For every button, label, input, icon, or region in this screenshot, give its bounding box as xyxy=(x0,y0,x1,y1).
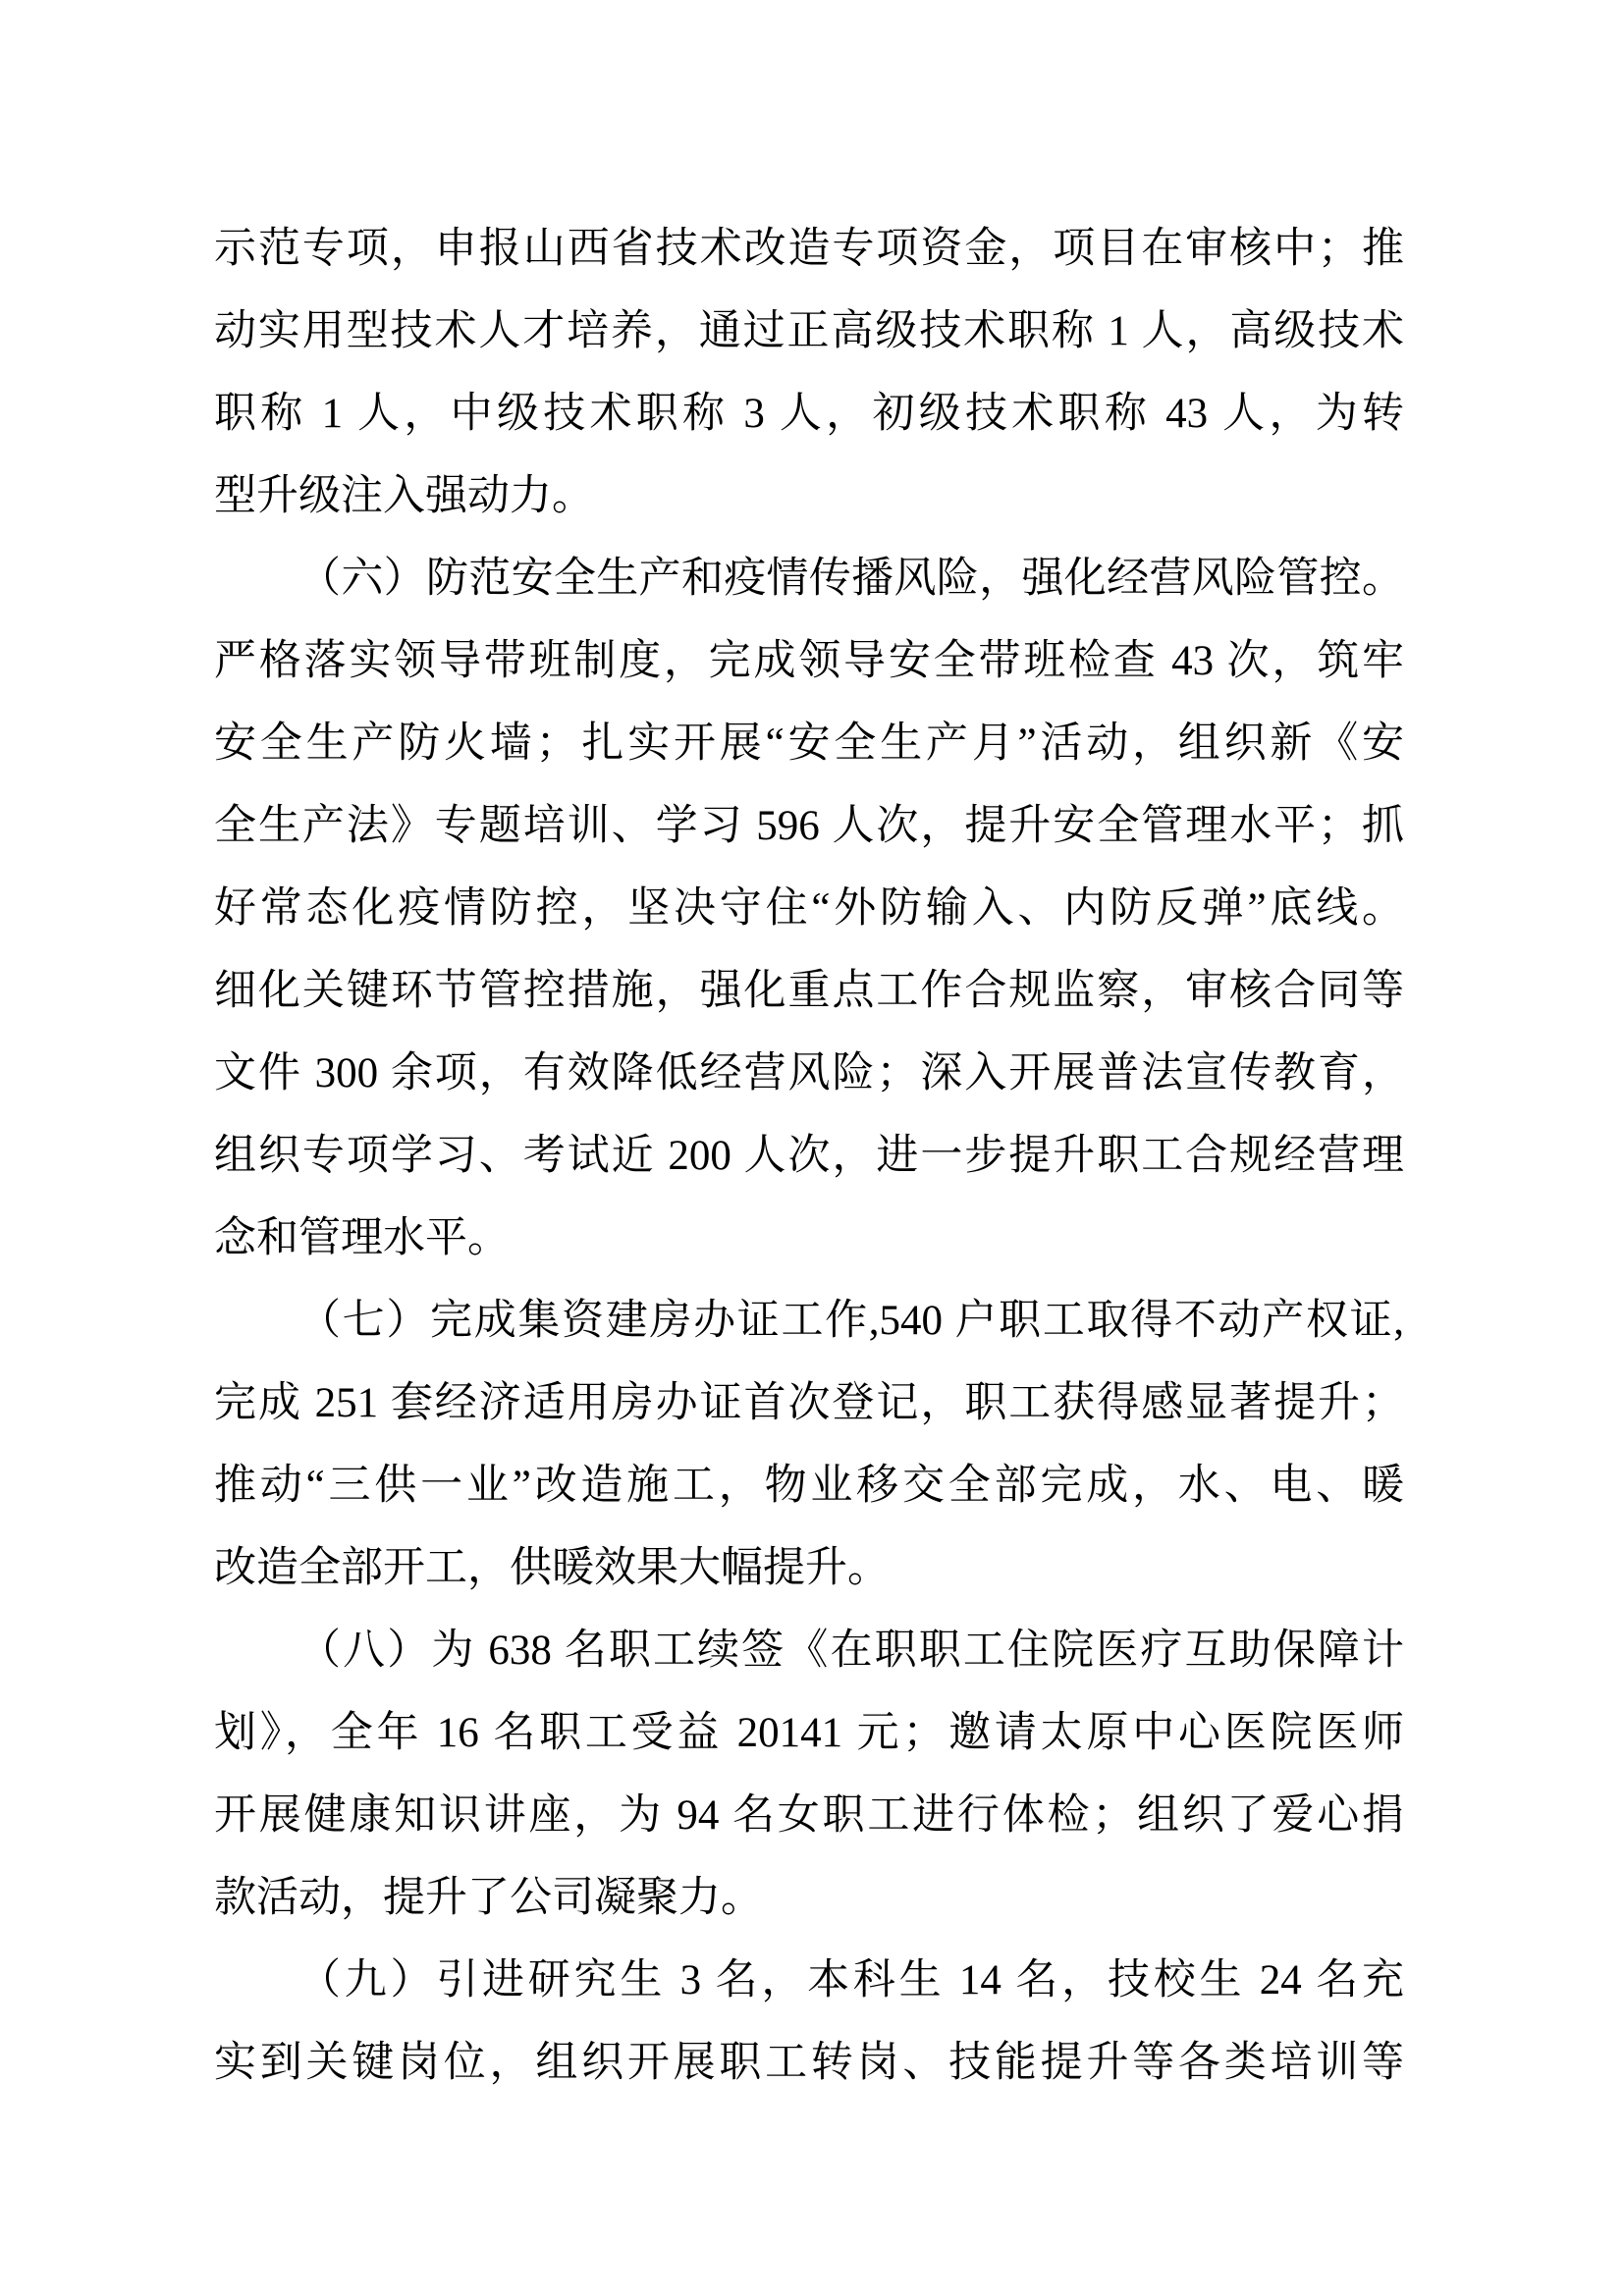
text-line-para-item-6-7: 文件 300 余项，有效降低经营风险；深入开展普法宣传教育， xyxy=(214,1050,1404,1096)
text-line-para-item-8-1: （八）为 638 名职工续签《在职职工住院医疗互助保障计 xyxy=(298,1628,1404,1674)
text-line-para-continuation-3: 职称 1 人，中级技术职称 3 人，初级技术职称 43 人，为转 xyxy=(214,391,1404,437)
text-line-para-continuation-1: 示范专项，申报山西省技术改造专项资金，项目在审核中；推 xyxy=(214,226,1404,272)
text-line-para-item-7-1: （七）完成集资建房办证工作,540 户职工取得不动产权证, xyxy=(298,1298,1404,1344)
text-block xyxy=(214,208,1404,2105)
text-line-para-item-9-1: （九）引进研究生 3 名，本科生 14 名，技校生 24 名充 xyxy=(298,1957,1404,2003)
text-line-para-item-8-4: 款活动，提升了公司凝聚力。 xyxy=(214,1875,763,1921)
text-line-para-item-7-3: 推动“三供一业”改造施工，物业移交全部完成，水、电、暖 xyxy=(214,1463,1404,1509)
text-line-para-item-6-9: 念和管理水平。 xyxy=(214,1215,510,1261)
text-line-para-item-6-6: 细化关键环节管控措施，强化重点工作合规监察，审核合同等 xyxy=(214,968,1404,1014)
text-line-para-item-6-3: 安全生产防火墙；扎实开展“安全生产月”活动，组织新《安 xyxy=(214,721,1404,767)
text-line-para-item-7-4: 改造全部开工，供暖效果大幅提升。 xyxy=(214,1545,890,1591)
text-line-para-continuation-2: 动实用型技术人才培养，通过正高级技术职称 1 人，高级技术 xyxy=(214,308,1404,354)
text-line-para-item-6-4: 全生产法》专题培训、学习 596 人次，提升安全管理水平；抓 xyxy=(214,803,1404,849)
text-line-para-item-6-8: 组织专项学习、考试近 200 人次，进一步提升职工合规经营理 xyxy=(214,1133,1404,1179)
text-line-para-item-8-2: 划》，全年 16 名职工受益 20141 元；邀请太原中心医院医师 xyxy=(214,1710,1404,1756)
text-line-para-item-6-2: 严格落实领导带班制度，完成领导安全带班检查 43 次，筑牢 xyxy=(214,638,1404,684)
text-line-para-item-7-2: 完成 251 套经济适用房办证首次登记，职工获得感显著提升； xyxy=(214,1380,1404,1426)
text-line-para-item-8-3: 开展健康知识讲座，为 94 名女职工进行体检；组织了爱心捐 xyxy=(214,1792,1404,1839)
text-line-para-item-6-1: （六）防范安全生产和疫情传播风险，强化经营风险管控。 xyxy=(298,556,1404,602)
text-line-para-item-9-2: 实到关键岗位，组织开展职工转岗、技能提升等各类培训等 xyxy=(214,2040,1404,2086)
text-line-para-item-6-5: 好常态化疫情防控，坚决守住“外防输入、内防反弹”底线。 xyxy=(214,885,1404,932)
text-line-para-continuation-4: 型升级注入强动力。 xyxy=(214,473,594,519)
